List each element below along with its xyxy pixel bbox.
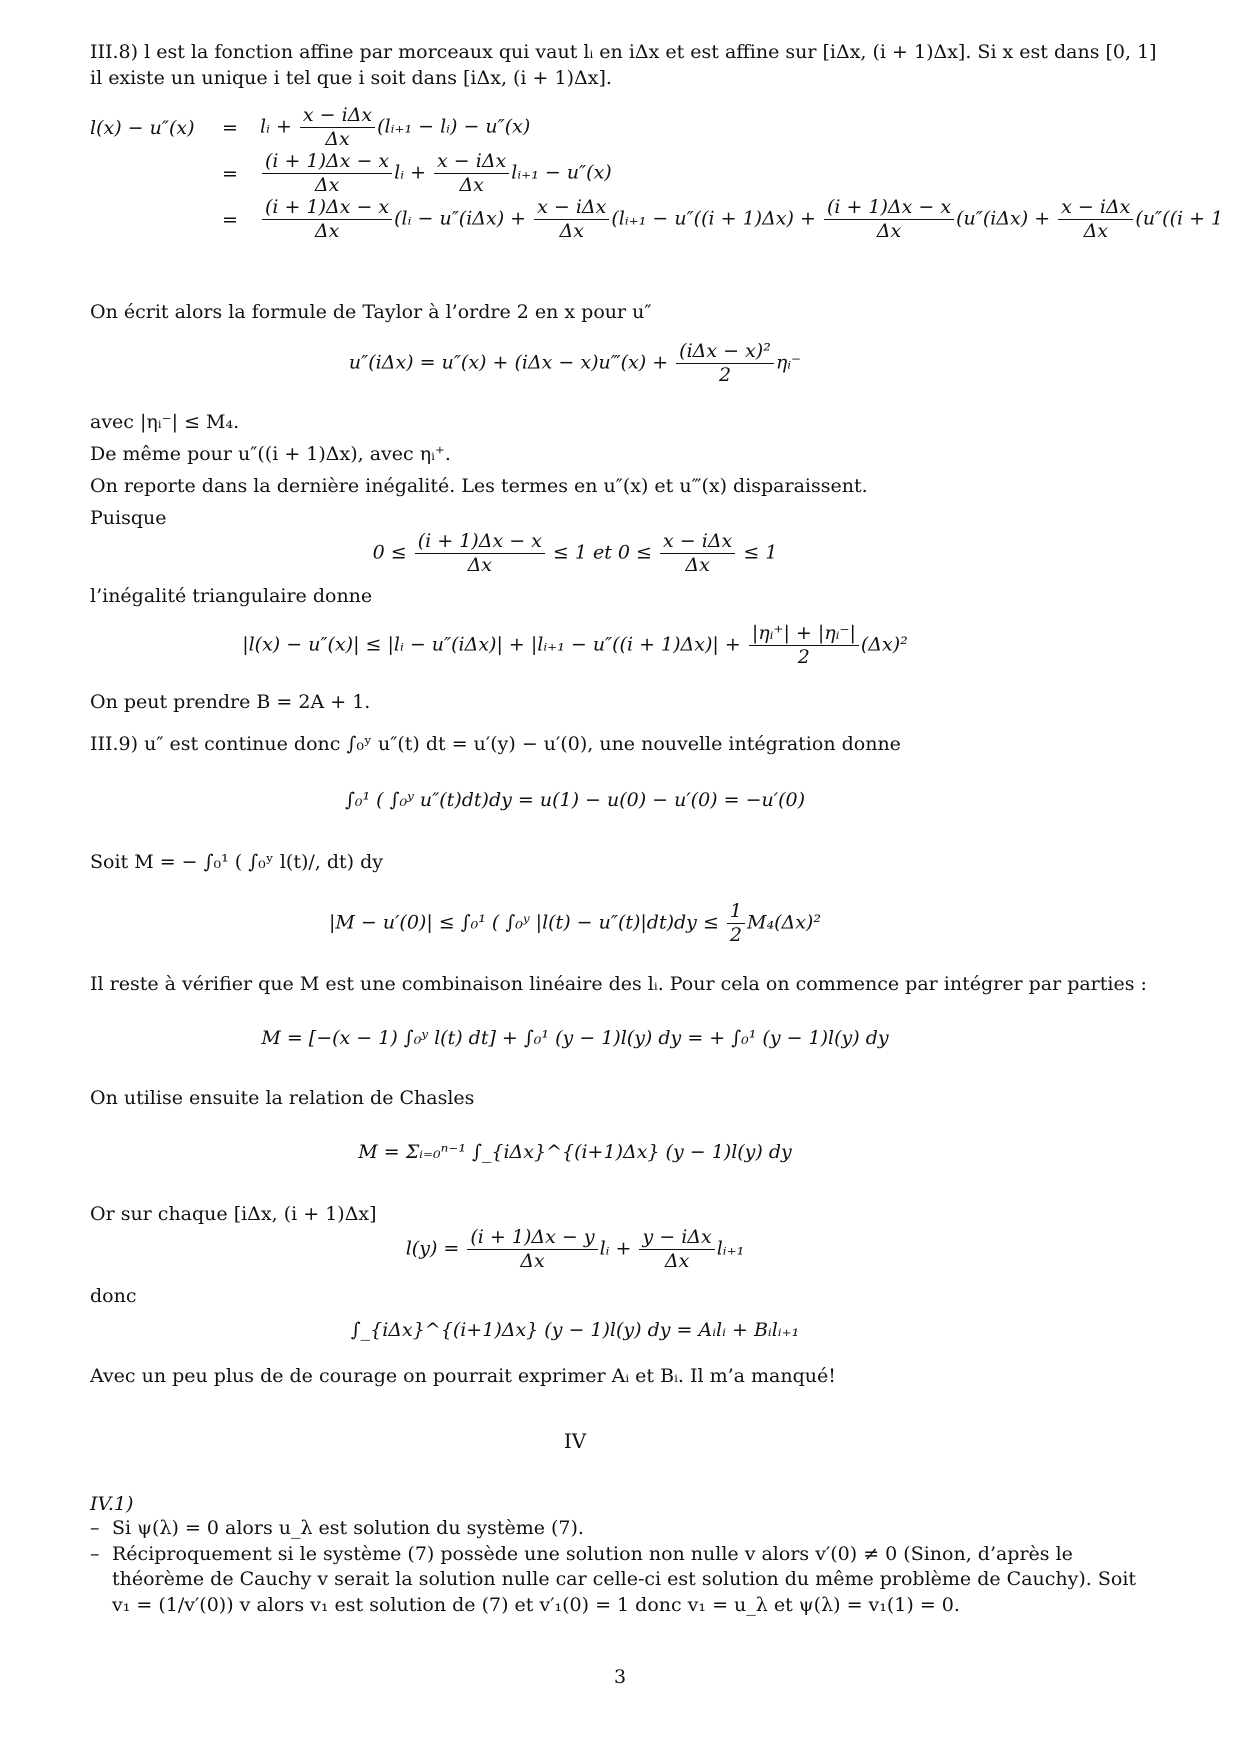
proof-list [90, 1516, 1160, 1619]
fraction [727, 900, 745, 947]
list-dash: – [90, 1517, 100, 1539]
integral-equation-2: ∫_{iΔx}^{(i+1)Δx} (y − 1)l(y) dy = Aᵢlᵢ + Bᵢlᵢ₊₁ [350, 1319, 800, 1341]
paragraph-avec-un-peu: Avec un peu plus de de courage on pourrait exprimer Aᵢ et Bᵢ. Il m’a manqué! [90, 1365, 836, 1387]
term: l(y) = [405, 1237, 460, 1260]
denominator: Δx [685, 553, 710, 576]
fraction [300, 104, 375, 151]
align-rhs-1 [260, 104, 530, 151]
list-item-text: Si ψ(λ) = 0 alors u_λ est solution du système (7). [112, 1517, 584, 1539]
align-rhs-2 [260, 150, 612, 197]
term: (u″((i + 1 [1135, 207, 1224, 230]
fraction [434, 150, 509, 197]
term: ≤ 1 et 0 ≤ [552, 541, 652, 564]
numerator: x − iΔx [534, 196, 609, 220]
denominator: Δx [664, 1249, 690, 1272]
denominator: Δx [559, 219, 584, 242]
term: (lᵢ₊₁ − u″((i + 1)Δx) + [611, 207, 816, 230]
denominator: 2 [718, 363, 732, 386]
denominator: Δx [325, 127, 350, 150]
paragraph-iv1: IV.1) [90, 1493, 134, 1515]
denominator: Δx [314, 173, 340, 196]
fraction [262, 150, 392, 197]
list-item [90, 1516, 1160, 1542]
numerator: (i + 1)Δx − x [262, 150, 392, 174]
denominator: 2 [729, 923, 743, 946]
term: u″(iΔx) = u″(x) + (iΔx − x)u‴(x) + [348, 351, 669, 374]
paragraph-puisque: Puisque [90, 507, 167, 529]
fraction [824, 196, 954, 243]
numerator: x − iΔx [660, 530, 735, 554]
denominator: Δx [876, 219, 902, 242]
numerator: (i + 1)Δx − x [415, 530, 545, 554]
denominator: Δx [467, 553, 493, 576]
term: (u″(iΔx) + [956, 207, 1051, 230]
term: M₄(Δx)² [747, 911, 821, 934]
paragraph-taylor-intro: On écrit alors la formule de Taylor à l’ordre 2 en x pour u″ [90, 301, 652, 323]
integral-inequality [0, 900, 1150, 947]
fraction [467, 1226, 597, 1273]
denominator: Δx [314, 219, 340, 242]
section-heading: IV [563, 1429, 587, 1453]
numerator: x − iΔx [300, 104, 375, 128]
denominator: 2 [797, 645, 810, 668]
numerator: 1 [727, 900, 745, 924]
l-of-y-formula [0, 1226, 1150, 1273]
paragraph-il-reste: Il reste à vérifier que M est une combinaison linéaire des lᵢ. Pour cela on commence par intégrer par parties : [90, 973, 1147, 995]
numerator: y − iΔx [639, 1226, 714, 1250]
paragraph-on-reporte: On reporte dans la dernière inégalité. Les termes en u″(x) et u‴(x) disparaissent. [90, 475, 868, 497]
fraction [660, 530, 735, 577]
term: lᵢ + [394, 161, 426, 184]
paragraph-iii9: III.9) u″ est continue donc ∫₀ʸ u″(t) dt = u′(y) − u′(0), une nouvelle intégration donne [90, 733, 901, 755]
triangle-inequality [0, 622, 1150, 669]
numerator: (i + 1)Δx − y [467, 1226, 597, 1250]
fraction [639, 1226, 714, 1273]
fraction [262, 196, 392, 243]
term: ηᵢ⁻ [775, 351, 802, 374]
paragraph-or-sur-chaque: Or sur chaque [iΔx, (i + 1)Δx] [90, 1203, 377, 1225]
paragraph-iii8-intro: III.8) l est la fonction affine par morceaux qui vaut lᵢ en iΔx et est affine sur [iΔx, (i + 1)Δx]. Si x est dans [0, 1] il existe un unique i tel que i soit dans [iΔx, (i + 1)Δx]. [90, 41, 1157, 89]
term: (Δx)² [860, 633, 908, 656]
paragraph-soit-m: Soit M = − ∫₀¹ ( ∫₀ʸ l(t)/, dt) dy [90, 851, 384, 873]
term: ≤ 1 [743, 541, 778, 564]
eq-sign: = [222, 209, 238, 231]
denominator: Δx [459, 173, 484, 196]
align-rhs-3 [260, 196, 1223, 243]
align-lhs: l(x) − u″(x) [90, 117, 195, 139]
eq-sign: = [222, 117, 238, 139]
list-dash: – [90, 1542, 100, 1565]
paragraph-triangulaire: l’inégalité triangulaire donne [90, 585, 373, 607]
paragraph-de-meme: De même pour u″((i + 1)Δx), avec ηᵢ⁺. [90, 443, 451, 465]
paragraph-donc: donc [90, 1285, 137, 1307]
paragraph-on-peut-prendre: On peut prendre B = 2A + 1. [90, 691, 371, 713]
term: lᵢ + [599, 1237, 632, 1260]
integration-by-parts: M = [−(x − 1) ∫₀ʸ l(t) dt] + ∫₀¹ (y − 1)l(y) dy = + ∫₀¹ (y − 1)l(y) dy [261, 1027, 889, 1049]
term: (lᵢ − u″(iΔx) + [394, 207, 527, 230]
numerator: x − iΔx [1058, 196, 1133, 220]
document-page [90, 0, 1224, 1754]
numerator: (i + 1)Δx − x [262, 196, 392, 220]
term: lᵢ + [260, 115, 292, 138]
fraction [1058, 196, 1133, 243]
numerator: (iΔx − x)² [676, 340, 774, 364]
chasles-sum: M = Σᵢ₌₀ⁿ⁻¹ ∫_{iΔx}^{(i+1)Δx} (y − 1)l(y) dy [358, 1141, 792, 1163]
numerator: x − iΔx [434, 150, 509, 174]
term: |M − u′(0)| ≤ ∫₀¹ ( ∫₀ʸ |l(t) − u″(t)|dt)dy ≤ [329, 911, 719, 934]
page-number: 3 [613, 1666, 627, 1688]
paragraph-avec: avec |ηᵢ⁻| ≤ M₄. [90, 411, 240, 433]
fraction [534, 196, 609, 243]
inequality-bounds [0, 530, 1150, 577]
fraction [415, 530, 545, 577]
eq-sign: = [222, 163, 238, 185]
fraction [749, 622, 859, 669]
list-item-text: Réciproquement si le système (7) possède une solution non nulle v alors v′(0) ≠ 0 (Sinon, d’après le théorème de Cauchy v serait la solution nulle car celle-ci est solution du même problème de Cauchy). Soit v₁ = (1/v′(0)) v alors v₁ est solution de (7) et v′₁(0) = 1 donc v₁ = u_λ et ψ(λ) = v₁(1) = 0. [112, 1542, 1137, 1616]
term: lᵢ₊₁ − u″(x) [511, 161, 612, 184]
denominator: Δx [1083, 219, 1108, 242]
numerator: (i + 1)Δx − x [824, 196, 954, 220]
term: 0 ≤ [372, 541, 407, 564]
taylor-formula [0, 340, 1150, 387]
term: (lᵢ₊₁ − lᵢ) − u″(x) [377, 115, 531, 138]
list-item [90, 1542, 1160, 1619]
paragraph-chasles: On utilise ensuite la relation de Chasles [90, 1087, 475, 1109]
fraction [676, 340, 774, 387]
denominator: Δx [520, 1249, 545, 1272]
term: lᵢ₊₁ [716, 1237, 745, 1260]
term: |l(x) − u″(x)| ≤ |lᵢ − u″(iΔx)| + |lᵢ₊₁ − u″((i + 1)Δx)| + [242, 633, 741, 656]
integral-equation-1: ∫₀¹ ( ∫₀ʸ u″(t)dt)dy = u(1) − u(0) − u′(0) = −u′(0) [345, 789, 805, 811]
numerator: |ηᵢ⁺| + |ηᵢ⁻| [749, 622, 859, 646]
